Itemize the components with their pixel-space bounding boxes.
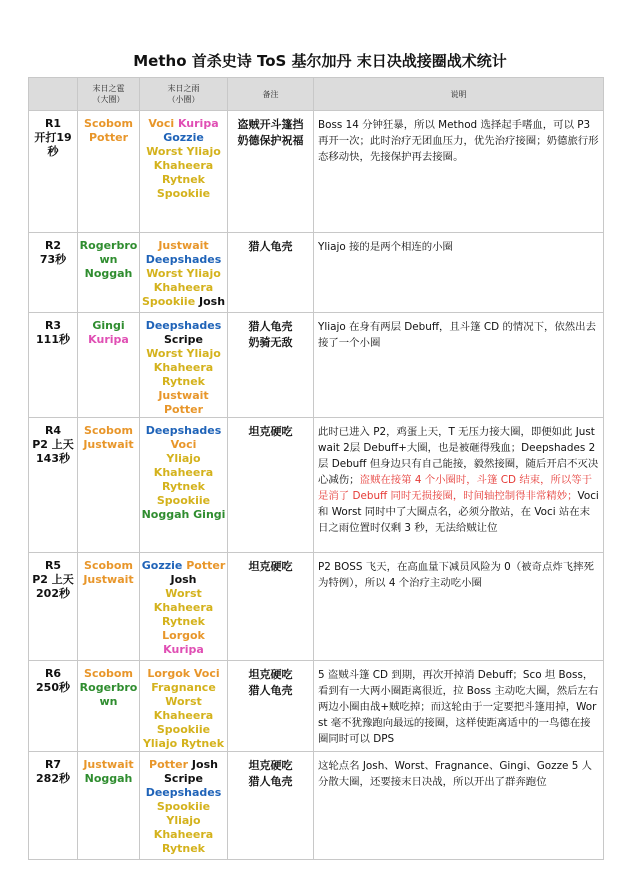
player-name: Rytnek [161,375,205,388]
name-line [78,239,139,253]
name-line [140,629,227,657]
note-text: 猎人龟壳 [248,240,293,253]
player-name: Kuripa [177,117,219,130]
description-text: Yliajo 接的是两个相连的小圈 [318,241,453,253]
round-label: 秒 [47,145,59,158]
player-name: wn [99,253,118,266]
note-cell [228,661,314,752]
note-text: 坦克硬吃 [248,560,293,573]
name-line [78,117,139,131]
player-name: Kuripa [163,643,204,656]
round-label: R5 [44,559,62,572]
player-name: Khaheera [153,709,214,722]
header-note: 备注 [228,78,314,111]
player-name: Rogerbro [79,681,138,694]
player-name: Kuripa [88,333,129,346]
description-cell [314,111,604,233]
description-text: 5 盗贼斗篷 CD 到期，再次开掉消 Debuff；Sco 坦 Boss，看到有一大两小圈距离很近，拉 Boss 主动吃大圈，然后左右两边小圈由战+贼吃掉；而这轮由于一定要把斗篷用掉，Worst 毫不犹豫跑向最远的接圈，这样使距离适中的一鸟德在接圈同时可以 DPS [318,669,599,745]
name-line [78,667,139,681]
player-name: Rytnek [161,842,205,855]
name-line [140,508,227,522]
small-circle-cell [140,233,228,313]
name-line [140,295,227,309]
note-text: 坦克硬吃 [248,425,293,438]
header-round [29,78,78,111]
name-line [140,667,227,681]
round-label: 111秒 [36,333,70,346]
name-line [140,758,227,772]
player-name: Gozzie [163,131,204,144]
player-name: Potter [163,403,204,416]
note-cell [228,752,314,860]
round-cell [29,313,78,418]
name-line [140,403,227,417]
strategy-table [28,77,604,860]
player-name: Rytnek [161,480,205,493]
table-header-row [29,78,604,111]
player-name: Worst [165,695,202,708]
table-row [29,233,604,313]
page-title: Metho 首杀史诗 ToS 基尔加丹 末日决战接圈战术统计 [133,52,507,70]
name-line [140,786,227,800]
name-line [140,573,227,587]
description-cell [314,418,604,553]
note-text: 猎人龟壳 [248,320,293,333]
note-text: 奶骑无敌 [248,336,293,349]
note-text: 盗贼开斗篷挡 [237,118,304,131]
round-label: R2 [44,239,62,252]
name-line [78,573,139,587]
big-circle-cell [78,111,140,233]
player-name: Justwait [83,758,134,771]
round-cell [29,661,78,752]
note-text: 坦克硬吃 [248,759,293,772]
round-label: R3 [44,319,62,332]
description-text: P2 BOSS 飞天，在高血量下减员风险为 0（被奇点炸飞摔死为特例），所以 4 个治疗主动吃小圈 [318,561,594,589]
player-name: Yliajo [166,814,201,827]
player-name: Fragnance [151,681,216,694]
name-line [140,615,227,629]
header-desc: 说明 [314,78,604,111]
name-line [78,758,139,772]
note-cell [228,313,314,418]
big-circle-cell [78,313,140,418]
name-line [140,828,227,842]
big-circle-cell [78,661,140,752]
player-name: Worst Yliajo [146,347,221,360]
name-line [140,452,227,466]
round-label: 开打19 [34,131,72,144]
player-name: Scobom [84,559,133,572]
name-line [78,695,139,709]
big-circle-cell [78,553,140,661]
table-body [29,111,604,860]
round-cell [29,233,78,313]
player-name: wn [99,695,118,708]
player-name: Josh [191,758,218,771]
name-line [78,333,139,347]
player-name: Lorgok [162,629,205,642]
small-circle-cell [140,313,228,418]
note-cell [228,553,314,661]
table-row [29,661,604,752]
round-label: 282秒 [36,772,70,785]
table-row [29,313,604,418]
name-line [78,253,139,267]
round-cell [29,111,78,233]
name-line [140,281,227,295]
name-line [140,187,227,201]
note-text: 奶德保护祝福 [237,134,304,147]
name-line [140,239,227,253]
player-name: Deepshades [145,424,222,437]
player-name: Scripe [164,772,203,785]
name-line [140,480,227,494]
round-cell [29,418,78,553]
table-row [29,418,604,553]
round-label: 73秒 [39,253,67,266]
player-name: Deepshades [145,253,222,266]
player-name: Scripe [164,333,203,346]
description-cell [314,553,604,661]
table-row [29,111,604,233]
player-name: Deepshades [145,319,222,332]
note-text: 猎人龟壳 [248,775,293,788]
name-line [140,375,227,389]
player-name: Justwait [83,438,134,451]
small-circle-cell [140,752,228,860]
name-line [78,681,139,695]
name-line [140,494,227,508]
player-name: Worst Yliajo [146,267,221,280]
name-line [140,333,227,347]
player-name: Khaheera [153,601,214,614]
name-line [140,347,227,361]
player-name: Noggah [84,772,133,785]
player-name: Josh [199,295,226,308]
small-circle-cell [140,661,228,752]
player-name: Justwait [158,239,209,252]
player-name: Khaheera [153,159,214,172]
description-cell [314,661,604,752]
player-name: Potter [186,559,226,572]
player-name: Spookiie [156,494,211,507]
highlight-text: 盗贼在接第 4 个小圈时，斗篷 CD 结束，所以等于是消了 Debuff 同时无损接圈，时间轴控制得非常精妙； [318,474,593,502]
small-circle-cell [140,418,228,553]
header-big-circle: 末日之雹 （大圈） [78,78,140,111]
note-text: 猎人龟壳 [248,684,293,697]
name-line [140,814,227,828]
name-line [140,559,227,573]
player-name: Justwait [83,573,134,586]
player-name: Worst Yliajo [146,145,221,158]
name-line [140,842,227,856]
player-name: Josh [170,573,197,586]
header-small-circle: 末日之雨 （小圈） [140,78,228,111]
name-line [78,772,139,786]
player-name: Khaheera [153,361,214,374]
description-cell [314,233,604,313]
player-name: Voci [170,438,197,451]
table-row [29,553,604,661]
note-cell [228,418,314,553]
name-line [140,772,227,786]
round-label: R4 [44,424,62,437]
player-name: Gozzie [141,559,183,572]
description-text: 此时已进入 P2，鸡蛋上天，T 无压力接大圈，即便如此 Justwait 2层 Debuff+大圈，也是被砸得残血；Deepshades 2层 Debuff 但身边只有自己能接，毅然接圈，随后开启不灭决心减伤； [318,426,599,486]
player-name: Deepshades [145,786,222,799]
player-name: Spookiie [156,723,211,736]
round-cell [29,553,78,661]
name-line [140,587,227,601]
name-line [140,709,227,723]
name-line [78,559,139,573]
player-name: Potter [149,758,189,771]
player-name: Spookiie [156,187,211,200]
description-text: Yliajo 在身有两层 Debuff，且斗篷 CD 的情况下，依然出去接了一个小圈 [318,321,596,349]
round-label: 202秒 [36,587,70,600]
player-name: Yliajo Rytnek [142,737,225,750]
name-line [78,438,139,452]
name-line [140,267,227,281]
name-line [140,466,227,480]
round-label: P2 上天 [32,573,74,586]
player-name: Khaheera [153,281,214,294]
name-line [140,800,227,814]
note-text: 坦克硬吃 [248,668,293,681]
name-line [140,131,227,145]
player-name: Potter [88,131,129,144]
player-name: Scobom [84,667,133,680]
big-circle-cell [78,418,140,553]
player-name: Justwait [158,389,209,402]
round-label: 143秒 [36,452,70,465]
round-label: R1 [44,117,62,130]
player-name: Worst [165,587,202,600]
player-name: Lorgok Voci [147,667,220,680]
player-name: Rytnek [161,615,205,628]
name-line [78,267,139,281]
name-line [140,253,227,267]
player-name: Khaheera [153,466,214,479]
round-label: 250秒 [36,681,70,694]
name-line [140,695,227,709]
player-name: Scobom [84,424,133,437]
small-circle-cell [140,553,228,661]
big-circle-cell [78,233,140,313]
name-line [140,173,227,187]
name-line [140,159,227,173]
name-line [78,424,139,438]
name-line [140,361,227,375]
name-line [140,438,227,452]
round-cell [29,752,78,860]
name-line [140,681,227,695]
description-text: 这轮点名 Josh、Worst、Fragnance、Gingi、Gozze 5 人分散大圈，还要接末日决战，所以开出了群奔跑位 [318,760,593,788]
name-line [78,319,139,333]
description-cell [314,313,604,418]
note-cell [228,111,314,233]
note-cell [228,233,314,313]
name-line [140,117,227,131]
round-label: P2 上天 [32,438,74,451]
player-name: Voci [148,117,175,130]
round-label: R7 [44,758,62,771]
player-name: Yliajo [166,452,201,465]
name-line [140,424,227,438]
name-line [140,145,227,159]
name-line [140,389,227,403]
player-name: Noggah [84,267,133,280]
description-text: Boss 14 分钟狂暴，所以 Method 选择起手嗜血，可以 P3 再开一次；此时治疗无团血压力，优先治疗接圈；奶德旅行形态移动快，先接保护再去接圈。 [318,119,599,163]
description-text: Voci 和 Worst 同时中了大圈点名，必须分散站，在 Voci 站在末日之雨位置时仅剩 3 秒，无法给贼让位 [318,490,599,534]
big-circle-cell [78,752,140,860]
name-line [140,319,227,333]
player-name: Rogerbro [79,239,138,252]
round-label: R6 [44,667,62,680]
name-line [140,601,227,615]
player-name: Rytnek [161,173,205,186]
player-name: Khaheera [153,828,214,841]
small-circle-cell [140,111,228,233]
name-line [140,737,227,751]
player-name: Scobom [84,117,133,130]
player-name: Gingi [92,319,125,332]
player-name: Spookiie [141,295,196,308]
player-name: Noggah Gingi [141,508,226,521]
name-line [78,131,139,145]
description-cell [314,752,604,860]
player-name: Spookiie [156,800,211,813]
name-line [140,723,227,737]
table-row [29,752,604,860]
